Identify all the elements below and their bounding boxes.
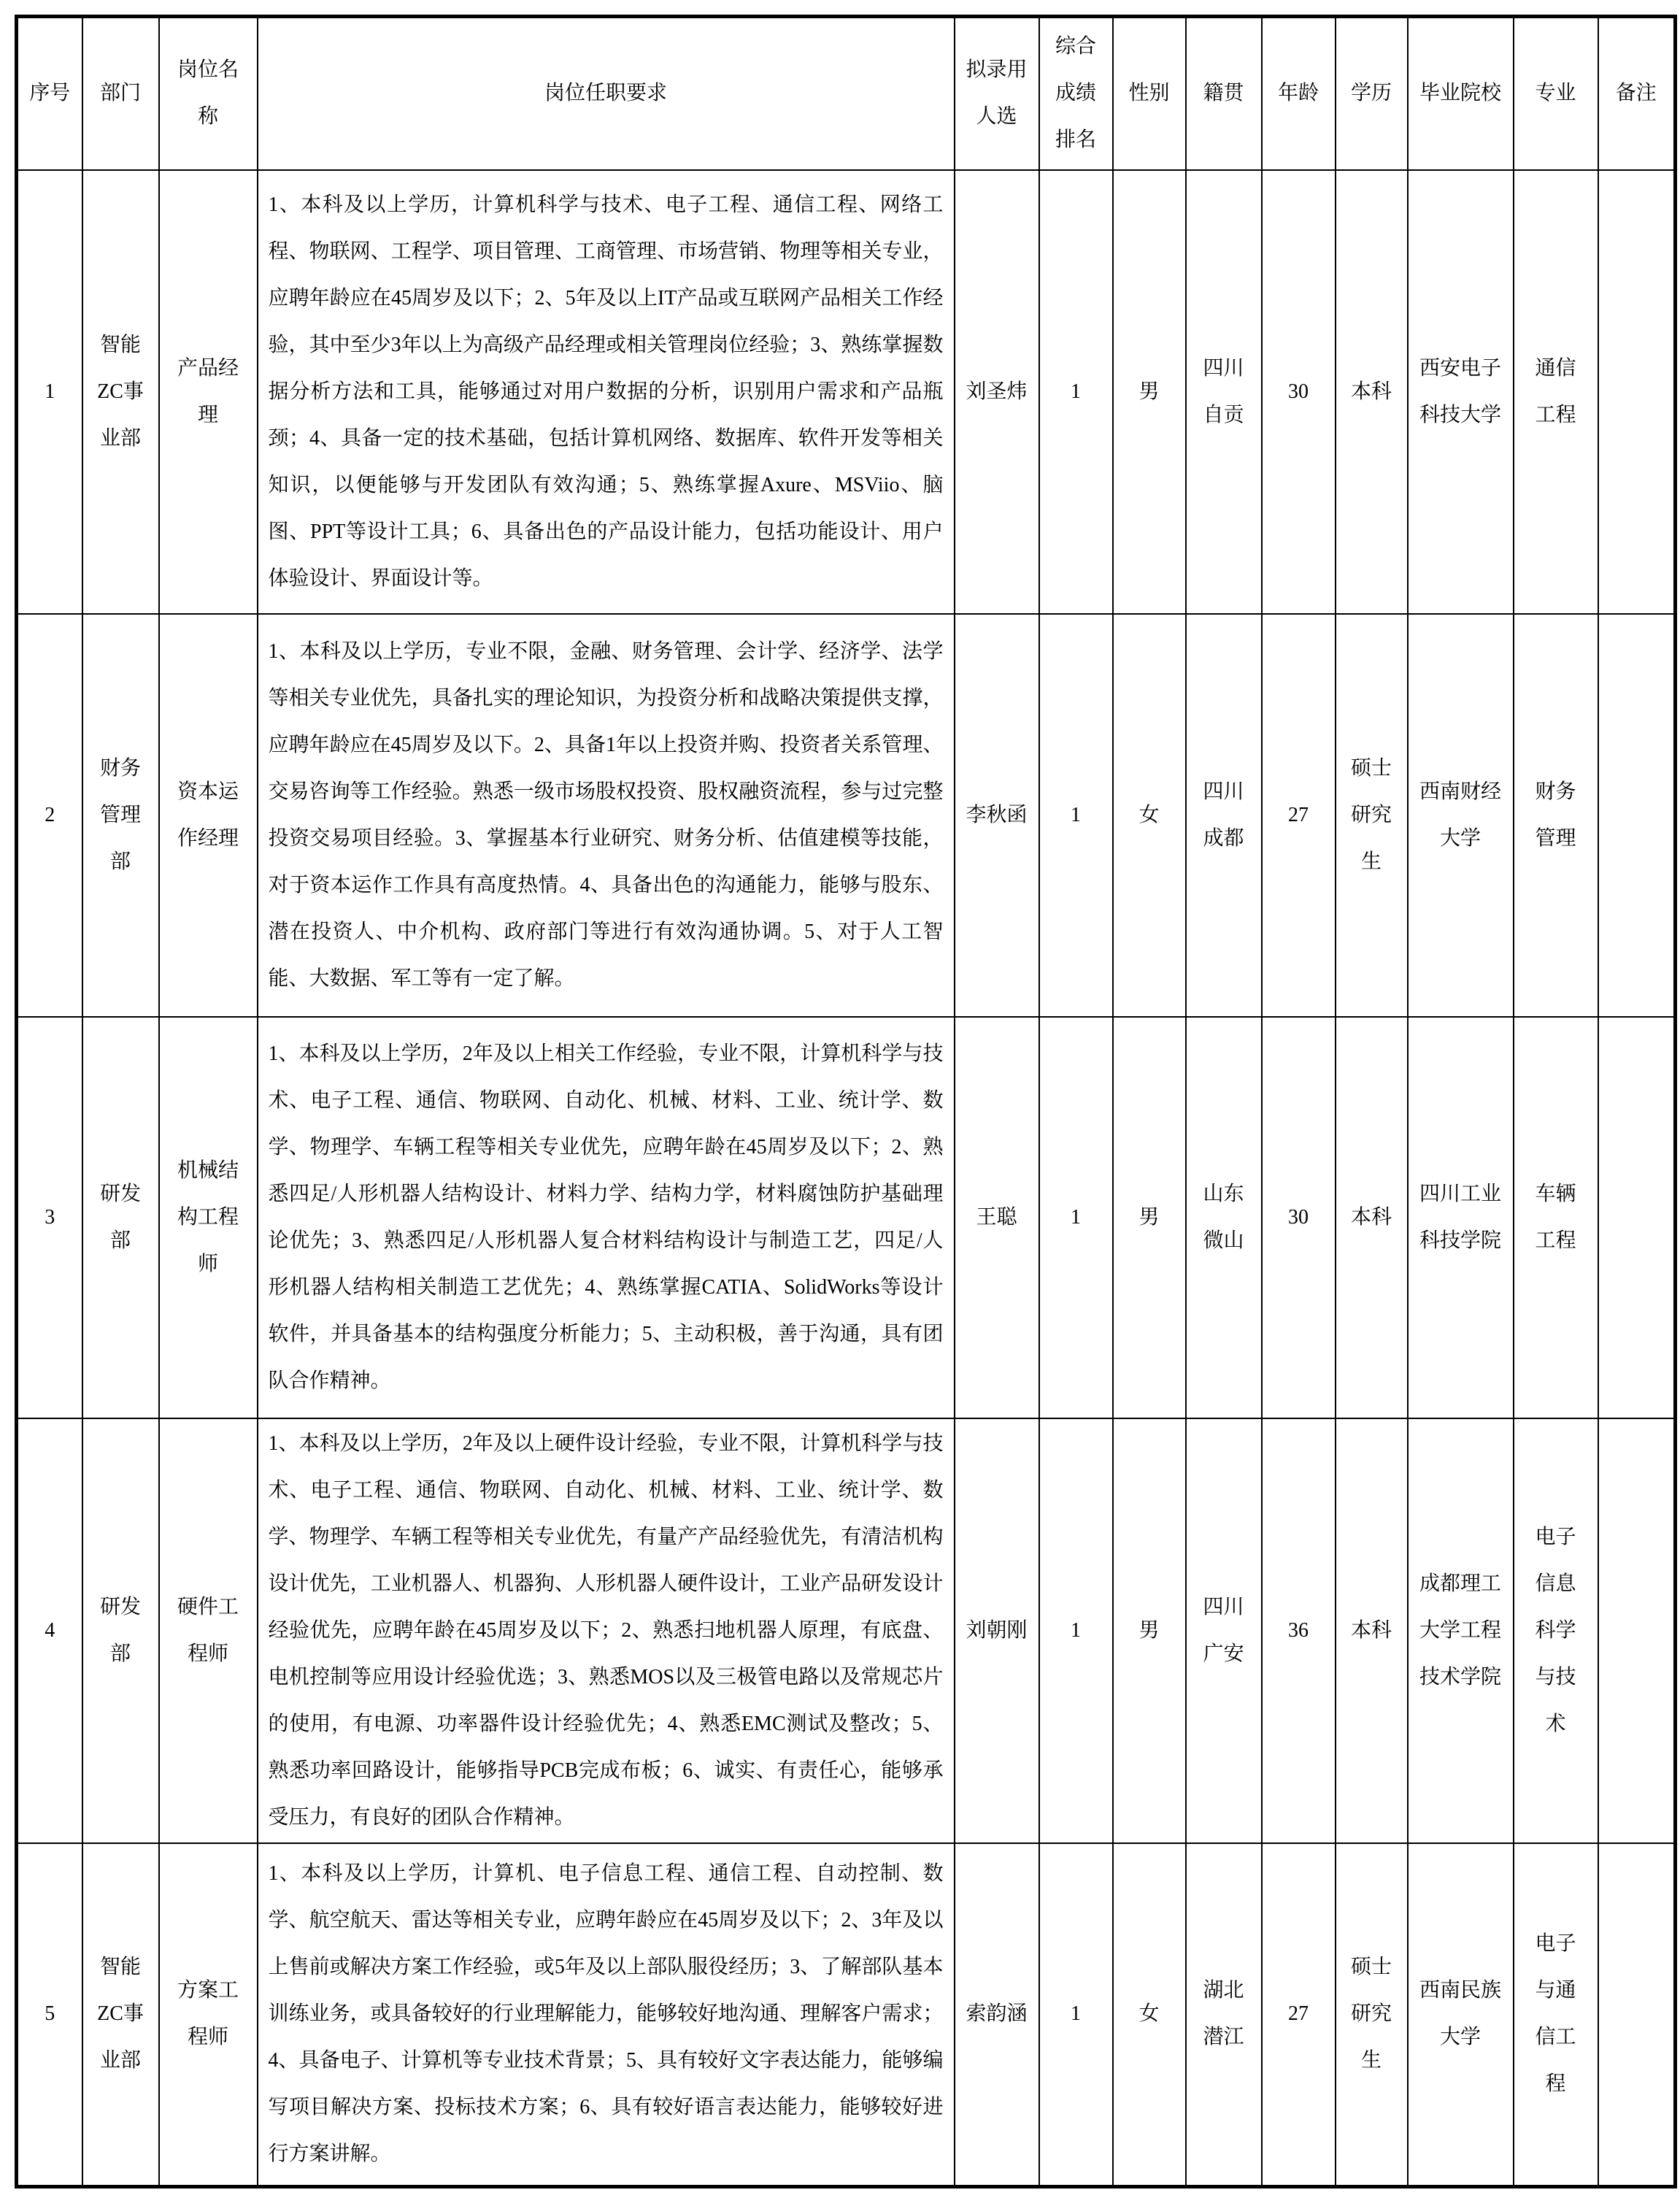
rank-cell: 1 <box>1039 1418 1113 1843</box>
age-cell: 36 <box>1262 1418 1336 1843</box>
position-cell: 硬件工程师 <box>159 1418 258 1843</box>
candidate-cell: 刘圣炜 <box>955 170 1039 614</box>
native-place-cell: 湖北潜江 <box>1186 1843 1262 2187</box>
column-header-education: 学历 <box>1336 17 1408 170</box>
rank-cell: 1 <box>1039 1017 1113 1418</box>
column-header-gender: 性别 <box>1113 17 1186 170</box>
department-cell: 研发部 <box>82 1017 159 1418</box>
table-row <box>17 170 1676 614</box>
rank-cell: 1 <box>1039 1843 1113 2187</box>
remark-cell <box>1598 170 1676 614</box>
native-place-cell: 四川自贡 <box>1186 170 1262 614</box>
native-place-cell: 山东微山 <box>1186 1017 1262 1418</box>
gender-cell: 男 <box>1113 170 1186 614</box>
requirements-cell: 1、本科及以上学历，计算机科学与技术、电子工程、通信工程、网络工程、物联网、工程学、项目管理、工商管理、市场营销、物理等相关专业，应聘年龄应在45周岁及以下；2、5年及以上IT产品或互联网产品相关工作经验，其中至少3年以上为高级产品经理或相关管理岗位经验；3、熟练掌握数据分析方法和工具，能够通过对用户数据的分析，识别用户需求和产品瓶颈；4、具备一定的技术基础，包括计算机网络、数据库、软件开发等相关知识，以便能够与开发团队有效沟通；5、熟练掌握Axure、MSViio、脑图、PPT等设计工具；6、具备出色的产品设计能力，包括功能设计、用户体验设计、界面设计等。 <box>258 170 955 614</box>
age-cell: 30 <box>1262 1017 1336 1418</box>
column-header-native-place: 籍贯 <box>1186 17 1262 170</box>
department-cell: 智能ZC事业部 <box>82 1843 159 2187</box>
gender-cell: 男 <box>1113 1418 1186 1843</box>
seq-cell: 3 <box>17 1017 82 1418</box>
position-cell: 方案工程师 <box>159 1843 258 2187</box>
candidate-cell: 刘朝刚 <box>955 1418 1039 1843</box>
recruitment-table <box>15 15 1677 2189</box>
gender-cell: 男 <box>1113 1017 1186 1418</box>
age-cell: 30 <box>1262 170 1336 614</box>
column-header-seq: 序号 <box>17 17 82 170</box>
requirements-cell: 1、本科及以上学历，2年及以上硬件设计经验，专业不限，计算机科学与技术、电子工程、通信、物联网、自动化、机械、材料、工业、统计学、数学、物理学、车辆工程等相关专业优先，有量产产品经验优先，有清洁机构设计优先，工业机器人、机器狗、人形机器人硬件设计，工业产品研发设计经验优先，应聘年龄在45周岁及以下；2、熟悉扫地机器人原理，有底盘、电机控制等应用设计经验优选；3、熟悉MOS以及三极管电路以及常规芯片的使用，有电源、功率器件设计经验优先；4、熟悉EMC测试及整改；5、熟悉功率回路设计，能够指导PCB完成布板；6、诚实、有责任心，能够承受压力，有良好的团队合作精神。 <box>258 1418 955 1843</box>
school-cell: 西南民族大学 <box>1408 1843 1514 2187</box>
rank-cell: 1 <box>1039 170 1113 614</box>
column-header-major: 专业 <box>1514 17 1598 170</box>
column-header-remark: 备注 <box>1598 17 1676 170</box>
header-row <box>17 17 1676 170</box>
requirements-cell: 1、本科及以上学历，专业不限，金融、财务管理、会计学、经济学、法学等相关专业优先，具备扎实的理论知识，为投资分析和战略决策提供支撑，应聘年龄应在45周岁及以下。2、具备1年以上投资并购、投资者关系管理、交易咨询等工作经验。熟悉一级市场股权投资、股权融资流程，参与过完整投资交易项目经验。3、掌握基本行业研究、财务分析、估值建模等技能，对于资本运作工作具有高度热情。4、具备出色的沟通能力，能够与股东、潜在投资人、中介机构、政府部门等进行有效沟通协调。5、对于人工智能、大数据、军工等有一定了解。 <box>258 614 955 1017</box>
education-cell: 硕士研究生 <box>1336 614 1408 1017</box>
seq-cell: 1 <box>17 170 82 614</box>
column-header-candidate: 拟录用人选 <box>955 17 1039 170</box>
education-cell: 本科 <box>1336 170 1408 614</box>
table-row <box>17 1017 1676 1418</box>
position-cell: 机械结构工程师 <box>159 1017 258 1418</box>
table-row <box>17 1843 1676 2187</box>
major-cell: 车辆工程 <box>1514 1017 1598 1418</box>
seq-cell: 4 <box>17 1418 82 1843</box>
table-row <box>17 614 1676 1017</box>
school-cell: 四川工业科技学院 <box>1408 1017 1514 1418</box>
remark-cell <box>1598 1418 1676 1843</box>
age-cell: 27 <box>1262 1843 1336 2187</box>
position-cell: 资本运作经理 <box>159 614 258 1017</box>
remark-cell <box>1598 1017 1676 1418</box>
education-cell: 本科 <box>1336 1017 1408 1418</box>
document-page <box>15 15 1667 2189</box>
major-cell: 通信工程 <box>1514 170 1598 614</box>
native-place-cell: 四川广安 <box>1186 1418 1262 1843</box>
native-place-cell: 四川成都 <box>1186 614 1262 1017</box>
major-cell: 电子信息科学与技术 <box>1514 1418 1598 1843</box>
column-header-rank: 综合成绩排名 <box>1039 17 1113 170</box>
department-cell: 研发部 <box>82 1418 159 1843</box>
remark-cell <box>1598 614 1676 1017</box>
school-cell: 西南财经大学 <box>1408 614 1514 1017</box>
age-cell: 27 <box>1262 614 1336 1017</box>
school-cell: 西安电子科技大学 <box>1408 170 1514 614</box>
major-cell: 财务管理 <box>1514 614 1598 1017</box>
candidate-cell: 王聪 <box>955 1017 1039 1418</box>
gender-cell: 女 <box>1113 1843 1186 2187</box>
seq-cell: 5 <box>17 1843 82 2187</box>
column-header-school: 毕业院校 <box>1408 17 1514 170</box>
column-header-position: 岗位名称 <box>159 17 258 170</box>
education-cell: 本科 <box>1336 1418 1408 1843</box>
requirements-cell: 1、本科及以上学历，2年及以上相关工作经验，专业不限，计算机科学与技术、电子工程、通信、物联网、自动化、机械、材料、工业、统计学、数学、物理学、车辆工程等相关专业优先，应聘年龄在45周岁及以下；2、熟悉四足/人形机器人结构设计、材料力学、结构力学，材料腐蚀防护基础理论优先；3、熟悉四足/人形机器人复合材料结构设计与制造工艺，四足/人形机器人结构相关制造工艺优先；4、熟练掌握CATIA、SolidWorks等设计软件，并具备基本的结构强度分析能力；5、主动积极，善于沟通，具有团队合作精神。 <box>258 1017 955 1418</box>
table-row <box>17 1418 1676 1843</box>
seq-cell: 2 <box>17 614 82 1017</box>
column-header-requirements: 岗位任职要求 <box>258 17 955 170</box>
department-cell: 财务管理部 <box>82 614 159 1017</box>
gender-cell: 女 <box>1113 614 1186 1017</box>
remark-cell <box>1598 1843 1676 2187</box>
major-cell: 电子与通信工程 <box>1514 1843 1598 2187</box>
column-header-age: 年龄 <box>1262 17 1336 170</box>
position-cell: 产品经理 <box>159 170 258 614</box>
school-cell: 成都理工大学工程技术学院 <box>1408 1418 1514 1843</box>
candidate-cell: 李秋函 <box>955 614 1039 1017</box>
candidate-cell: 索韵涵 <box>955 1843 1039 2187</box>
department-cell: 智能ZC事业部 <box>82 170 159 614</box>
column-header-department: 部门 <box>82 17 159 170</box>
requirements-cell: 1、本科及以上学历，计算机、电子信息工程、通信工程、自动控制、数学、航空航天、雷达等相关专业，应聘年龄应在45周岁及以下；2、3年及以上售前或解决方案工作经验，或5年及以上部队服役经历；3、了解部队基本训练业务，或具备较好的行业理解能力，能够较好地沟通、理解客户需求；4、具备电子、计算机等专业技术背景；5、具有较好文字表达能力，能够编写项目解决方案、投标技术方案；6、具有较好语言表达能力，能够较好进行方案讲解。 <box>258 1843 955 2187</box>
education-cell: 硕士研究生 <box>1336 1843 1408 2187</box>
rank-cell: 1 <box>1039 614 1113 1017</box>
